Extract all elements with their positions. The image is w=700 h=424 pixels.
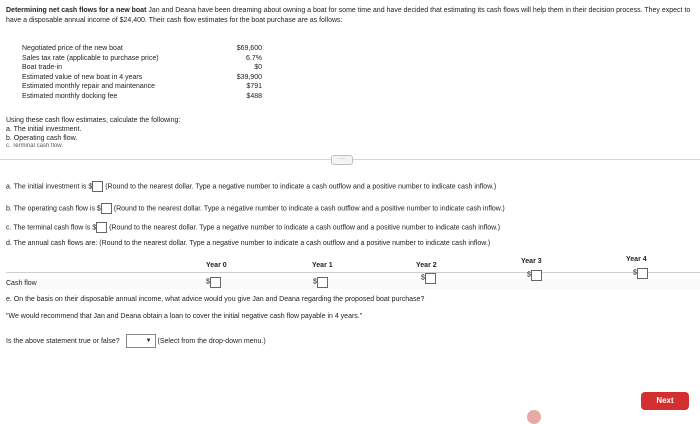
question-c-hint: (Round to the nearest dollar. Type a negative number to indicate a cash outflow and a positive number to indicate cash inflow.) [109, 224, 501, 232]
operating-cash-flow-input[interactable] [101, 203, 112, 214]
terminal-cash-flow-input[interactable] [96, 222, 107, 233]
problem-intro [6, 6, 696, 26]
question-d: d. The annual cash flows are: (Round to the nearest dollar. Type a negative number to indicate a cash outflow and a positive number to indicate cash inflow.) [6, 240, 491, 247]
estimate-value: 6.7% [246, 54, 262, 62]
estimate-row [22, 82, 262, 92]
cashflow-row [6, 279, 700, 289]
currency-symbol: $ [206, 278, 210, 286]
next-button[interactable]: Next [641, 392, 689, 410]
question-b [6, 203, 505, 214]
year-2-cell [421, 273, 436, 284]
question-e-prompt-row [6, 334, 266, 348]
true-false-dropdown[interactable] [126, 334, 156, 348]
instructions [6, 116, 180, 143]
instructions-item-c-truncated: c. Terminal cash flow. [6, 143, 63, 149]
year-0-input[interactable] [210, 277, 221, 288]
estimate-label: Estimated monthly repair and maintenance [22, 83, 156, 90]
year-2-header: Year 2 [416, 262, 437, 269]
estimate-row [22, 44, 262, 54]
estimate-row [22, 92, 262, 102]
year-1-header: Year 1 [312, 262, 333, 269]
instructions-item-a: a. The initial investment. [6, 126, 82, 133]
estimate-row [22, 73, 262, 83]
help-icon[interactable] [527, 410, 541, 424]
year-0-cell [206, 277, 221, 288]
estimate-value: $39,900 [236, 73, 262, 81]
year-3-input[interactable] [531, 270, 542, 281]
estimate-label: Estimated monthly docking fee [22, 92, 118, 100]
initial-investment-input[interactable] [92, 181, 103, 192]
estimate-value: $488 [246, 92, 262, 100]
cashflow-row-label: Cash flow [6, 280, 37, 287]
year-4-header: Year 4 [626, 256, 647, 263]
instructions-item-b: b. Operating cash flow. [6, 135, 78, 142]
year-1-input[interactable] [317, 277, 328, 288]
currency-symbol: $ [421, 274, 425, 282]
estimates-table [22, 44, 262, 101]
estimate-label: Negotiated price of the new boat [22, 45, 123, 52]
year-1-cell [313, 277, 328, 288]
question-e-hint: (Select from the drop-down menu.) [157, 337, 266, 345]
question-b-text: b. The operating cash flow is $ [6, 205, 101, 213]
estimate-value: $69,600 [236, 45, 262, 52]
table-divider [6, 272, 700, 273]
year-4-cell [633, 268, 648, 279]
question-a [6, 181, 496, 192]
currency-symbol: $ [527, 271, 531, 279]
year-2-input[interactable] [425, 273, 436, 284]
estimate-label: Estimated value of new boat in 4 years [22, 73, 143, 81]
currency-symbol: $ [633, 269, 637, 277]
estimate-value: $0 [254, 64, 262, 71]
problem-title: Determining net cash flows for a new boat [6, 7, 147, 14]
year-3-cell [527, 270, 542, 281]
question-e-statement: "We would recommend that Jan and Deana obtain a loan to cover the initial negative cash flow payable in 4 years." [6, 313, 363, 320]
estimate-value: $791 [246, 83, 262, 90]
question-a-text: a. The initial investment is $ [6, 183, 93, 191]
problem-text: Jan and Deana have been dreaming about owning a boat for some time and have decided that estimating its cash flows will help them in their decision process. They expect to have a disposable annual income of $24,400. Their cash flow estimates for the boat purchase are as follows: [6, 7, 691, 24]
question-e-prompt: Is the above statement true or false? [6, 337, 120, 345]
question-e: e. On the basis on their disposable annual income, what advice would you give Jan and Deana regarding the proposed boat purchase? [6, 296, 425, 303]
instructions-line: Using these cash flow estimates, calculate the following: [6, 117, 181, 124]
estimate-label: Boat trade-in [22, 64, 63, 71]
currency-symbol: $ [313, 278, 317, 286]
year-4-input[interactable] [637, 268, 648, 279]
question-c-text: c. The terminal cash flow is $ [6, 224, 97, 232]
estimate-row [22, 54, 262, 64]
chevron-down-icon: ▼ [145, 338, 152, 344]
expand-button[interactable]: ····· [331, 155, 353, 165]
question-b-hint: (Round to the nearest dollar. Type a negative number to indicate a cash outflow and a positive number to indicate cash inflow.) [113, 205, 505, 213]
question-a-hint: (Round to the nearest dollar. Type a negative number to indicate a cash outflow and a positive number to indicate cash inflow.) [105, 183, 497, 191]
year-0-header: Year 0 [206, 262, 227, 269]
estimate-row [22, 63, 262, 73]
estimate-label: Sales tax rate (applicable to purchase price) [22, 54, 159, 62]
year-3-header: Year 3 [521, 258, 542, 265]
question-c [6, 222, 500, 233]
